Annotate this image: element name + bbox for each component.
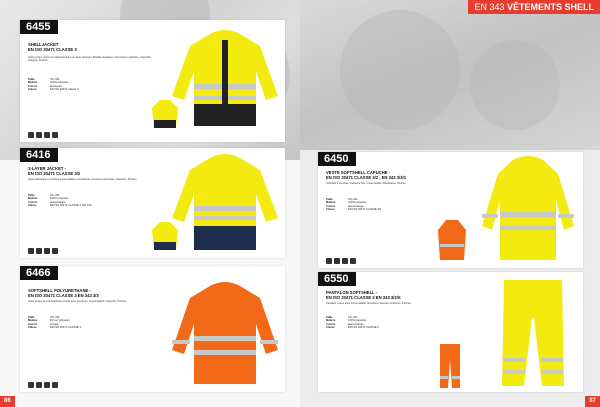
jacket-yellow-navy-image	[170, 152, 285, 256]
banner-title: VÊTEMENTS SHELL	[506, 2, 594, 12]
product-description: Softshell 3 couches. Capuche fixe. Imperméable. Respirante. Poches.	[326, 182, 407, 185]
product-title: PANTALON SOFTSHELL - EN ISO 20471 CLASSE 2 EN 343 3/3/X	[326, 290, 401, 300]
product-description: Veste coque en polyuréthane souple avec soudures. Imperméable. Capuche. Poches.	[28, 300, 127, 303]
jacket-yellow-black-image	[170, 26, 285, 136]
product-specs: Taille XS–4XL Matière PU sur polyester Coloris orange Classe EN ISO 20471 CLASSE 3	[28, 316, 81, 330]
right-page	[300, 0, 600, 407]
product-specs: Taille XS–4XL Matière 100% polyester Coloris jaune/marine Classe EN ISO 20471 CLASSE 3, EN 343	[28, 194, 92, 208]
product-specs: Taille XS–4XL Matière 100% polyester Coloris jaune/orange Classe EN ISO 20471 CLASSE 3/2	[326, 198, 382, 212]
certification-icons	[28, 382, 58, 388]
product-card-6550	[318, 272, 583, 392]
product-card-6450	[318, 152, 583, 268]
product-title: SOFTSHELL POLYURETHANE - EN ISO 20471 CLASSE 3 EN 343 3/3	[28, 288, 99, 298]
product-card-6416	[20, 148, 285, 258]
section-banner	[468, 0, 600, 14]
jacket-orange-image	[170, 280, 285, 388]
product-card-6455	[20, 20, 285, 142]
jacket-thumbnail-image	[150, 98, 180, 130]
certification-icons	[28, 248, 58, 254]
product-description: Veste coque mince et respirante dans un tissu résistant. Modèle classique. Fermeture à glissière. Capuche intégrée. Poches.	[28, 56, 151, 63]
product-code: 6416	[20, 148, 58, 162]
trousers-yellow-image	[498, 278, 568, 390]
product-specs: Taille XS–4XL Matière 100% polyester Coloris jaune/orange Classe EN ISO 20471 CLASSE 2	[326, 316, 379, 330]
background-photo	[300, 0, 600, 150]
certification-icons	[28, 132, 58, 138]
jacket-thumbnail-image	[150, 220, 180, 252]
page-number: 86	[0, 396, 15, 407]
trousers-orange-thumbnail-image	[438, 342, 462, 390]
product-description: Veste technique 3 couches imperméable et respirante. Coutures étanchées. Capuche. Poches.	[28, 178, 138, 181]
certification-icons	[326, 258, 356, 264]
product-code: 6550	[318, 272, 356, 286]
product-description: Pantalon coque avec imperméable. Respirant. Genoux renforcés. Poches.	[326, 302, 412, 305]
product-specs: Taille XS–4XL Matière 100% polyester Coloris jaune/noir Classe EN ISO 20471 Classe 3	[28, 78, 79, 92]
product-title: VESTE SOFTSHELL CAPUCHE - EN ISO 20471 CLASSE 3/2 , EN 343 3/3/1	[326, 170, 407, 180]
product-title: SHELLJACKET EN ISO 20471 CLASSE 3	[28, 42, 77, 52]
page-number: 87	[585, 396, 600, 407]
jacket-orange-thumbnail-image	[436, 218, 468, 262]
jacket-yellow-hood-image	[478, 156, 578, 264]
product-code: 6455	[20, 20, 58, 34]
product-title: 3-LAYER JACKET - EN ISO 20471 CLASSE 3/2	[28, 166, 81, 176]
product-code: 6466	[20, 266, 58, 280]
banner-prefix: EN 343	[474, 2, 505, 12]
product-code: 6450	[318, 152, 356, 166]
product-card-6466	[20, 266, 285, 392]
